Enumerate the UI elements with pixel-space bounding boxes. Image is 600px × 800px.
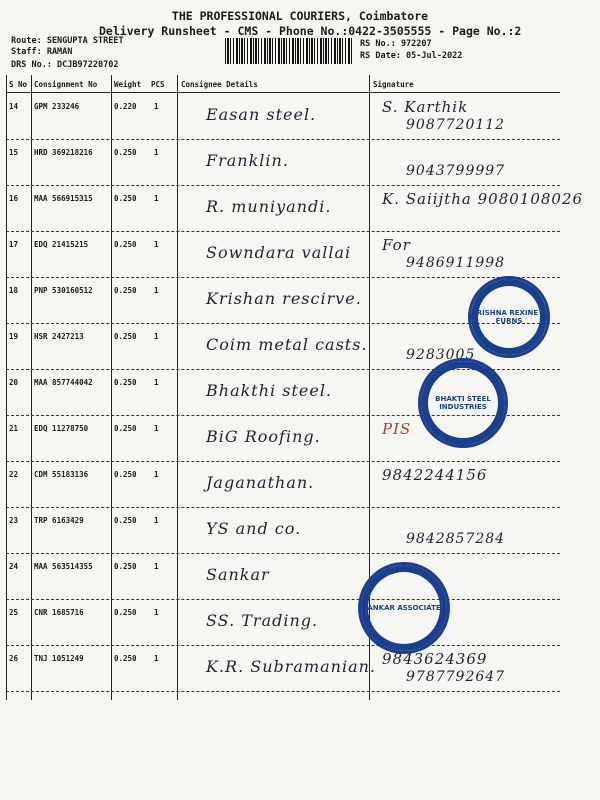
rs-number: RS No.: 972207 xyxy=(360,39,432,49)
drs-number: DRS No.: DCJB97220702 xyxy=(11,60,119,70)
row-weight: 0.250 xyxy=(114,332,137,341)
row-consignment-no: CDM 55183136 xyxy=(34,470,89,479)
row-pcs: 1 xyxy=(154,286,159,295)
row-consignee: YS and co. xyxy=(206,519,302,538)
row-consignee: SS. Trading. xyxy=(206,611,319,630)
row-consignment-no: EDQ 21415215 xyxy=(34,240,89,249)
row-consignee: Bhakthi steel. xyxy=(206,381,333,400)
row-phone: 9043799997 xyxy=(406,163,506,179)
table-row xyxy=(6,93,560,140)
row-consignment-no: TRP 6163429 xyxy=(34,516,84,525)
row-consignee: Sowndara vallai xyxy=(206,243,352,262)
table-row xyxy=(6,185,584,232)
row-signature: K. Saiijtha 9080108026 xyxy=(382,190,584,208)
row-phone: 9283005 xyxy=(406,347,476,363)
row-consignment-no: MAA 857744042 xyxy=(34,378,93,387)
row-pcs: 1 xyxy=(154,424,159,433)
stamp-krishna: KRISHNA REXINE & FURNS xyxy=(468,276,550,358)
row-signature: 9842244156 xyxy=(382,466,488,484)
row-sno: 24 xyxy=(9,562,19,571)
row-consignment-no: HSR 2427213 xyxy=(34,332,84,341)
row-sno: 17 xyxy=(9,240,19,249)
row-sno: 20 xyxy=(9,378,19,387)
row-phone: 9842857284 xyxy=(406,531,506,547)
row-consignee: Sankar xyxy=(206,565,270,584)
row-consignment-no: MAA 563514355 xyxy=(34,562,93,571)
row-sno: 23 xyxy=(9,516,19,525)
row-pcs: 1 xyxy=(154,194,159,203)
row-pcs: 1 xyxy=(154,654,159,663)
row-weight: 0.250 xyxy=(114,424,137,433)
row-consignment-no: TNJ 1051249 xyxy=(34,654,84,663)
row-weight: 0.250 xyxy=(114,654,137,663)
row-pcs: 1 xyxy=(154,102,159,111)
col-pcs: PCS xyxy=(151,80,165,89)
row-consignment-no: CNR 1685716 xyxy=(34,608,84,617)
row-pcs: 1 xyxy=(154,148,159,157)
row-pcs: 1 xyxy=(154,516,159,525)
row-weight: 0.220 xyxy=(114,102,137,111)
table-row xyxy=(6,507,560,554)
row-pcs: 1 xyxy=(154,240,159,249)
staff-label: Staff: RAMAN xyxy=(11,47,73,57)
row-consignee: Franklin. xyxy=(206,151,289,170)
row-sno: 16 xyxy=(9,194,19,203)
row-weight: 0.250 xyxy=(114,516,137,525)
row-sno: 22 xyxy=(9,470,19,479)
row-sno: 14 xyxy=(9,102,19,111)
row-consignee: Jaganathan. xyxy=(206,473,315,492)
row-signature: For xyxy=(382,236,411,254)
row-consignee: R. muniyandi. xyxy=(206,197,332,216)
col-consignee: Consignee Details xyxy=(181,80,258,89)
row-weight: 0.250 xyxy=(114,194,137,203)
col-consignment: Consignment No xyxy=(34,80,98,89)
table-row xyxy=(6,461,560,508)
row-phone: 9787792647 xyxy=(406,669,506,685)
row-consignee: BiG Roofing. xyxy=(206,427,321,446)
row-consignment-no: MAA 566915315 xyxy=(34,194,93,203)
row-consignment-no: EDQ 11278750 xyxy=(34,424,89,433)
table-row xyxy=(6,139,560,186)
row-consignee: Coim metal casts. xyxy=(206,335,368,354)
col-sno: S No xyxy=(9,80,28,89)
row-consignee: Easan steel. xyxy=(206,105,317,124)
row-phone: 9087720112 xyxy=(406,117,506,133)
company-name: THE PROFESSIONAL COURIERS, Coimbatore xyxy=(171,9,429,23)
table-row xyxy=(6,231,560,278)
stamp-sankar: SANKAR ASSOCIATES xyxy=(358,562,450,654)
runsheet-title: Delivery Runsheet - CMS - Phone No.:0422-3505555 - Page No.:2 xyxy=(99,24,522,38)
row-pcs: 1 xyxy=(154,378,159,387)
row-weight: 0.250 xyxy=(114,608,137,617)
row-pcs: 1 xyxy=(154,332,159,341)
row-sno: 19 xyxy=(9,332,19,341)
barcode-icon xyxy=(225,38,353,64)
row-weight: 0.250 xyxy=(114,562,137,571)
col-signature: Signature xyxy=(373,80,414,89)
route-label: Route: SENGUPTA STREET xyxy=(11,36,124,46)
row-sno: 21 xyxy=(9,424,19,433)
table-row xyxy=(6,553,560,600)
row-pcs: 1 xyxy=(154,470,159,479)
row-sno: 26 xyxy=(9,654,19,663)
row-consignment-no: PNP 530160512 xyxy=(34,286,93,295)
row-weight: 0.250 xyxy=(114,148,137,157)
row-sno: 25 xyxy=(9,608,19,617)
col-weight: Weight xyxy=(114,80,142,89)
row-signature: PIS xyxy=(382,420,412,438)
row-sno: 18 xyxy=(9,286,19,295)
row-phone: 9486911998 xyxy=(406,255,506,271)
row-pcs: 1 xyxy=(154,608,159,617)
row-weight: 0.250 xyxy=(114,240,137,249)
row-consignee: Krishan rescirve. xyxy=(206,289,362,308)
rs-date: RS Date: 05-Jul-2022 xyxy=(360,51,463,61)
table-row xyxy=(6,645,560,692)
stamp-bhakti: BHAKTI STEEL INDUSTRIES xyxy=(418,358,508,448)
row-consignment-no: GPM 233246 xyxy=(34,102,80,111)
row-consignee: K.R. Subramanian. xyxy=(206,657,377,676)
row-signature: S. Karthik xyxy=(382,98,469,116)
row-consignment-no: HRD 369218216 xyxy=(34,148,93,157)
table-row xyxy=(6,599,560,646)
row-weight: 0.250 xyxy=(114,378,137,387)
row-weight: 0.250 xyxy=(114,470,137,479)
row-sno: 15 xyxy=(9,148,19,157)
row-pcs: 1 xyxy=(154,562,159,571)
row-weight: 0.250 xyxy=(114,286,137,295)
row-signature: 9843624369 xyxy=(382,650,488,668)
